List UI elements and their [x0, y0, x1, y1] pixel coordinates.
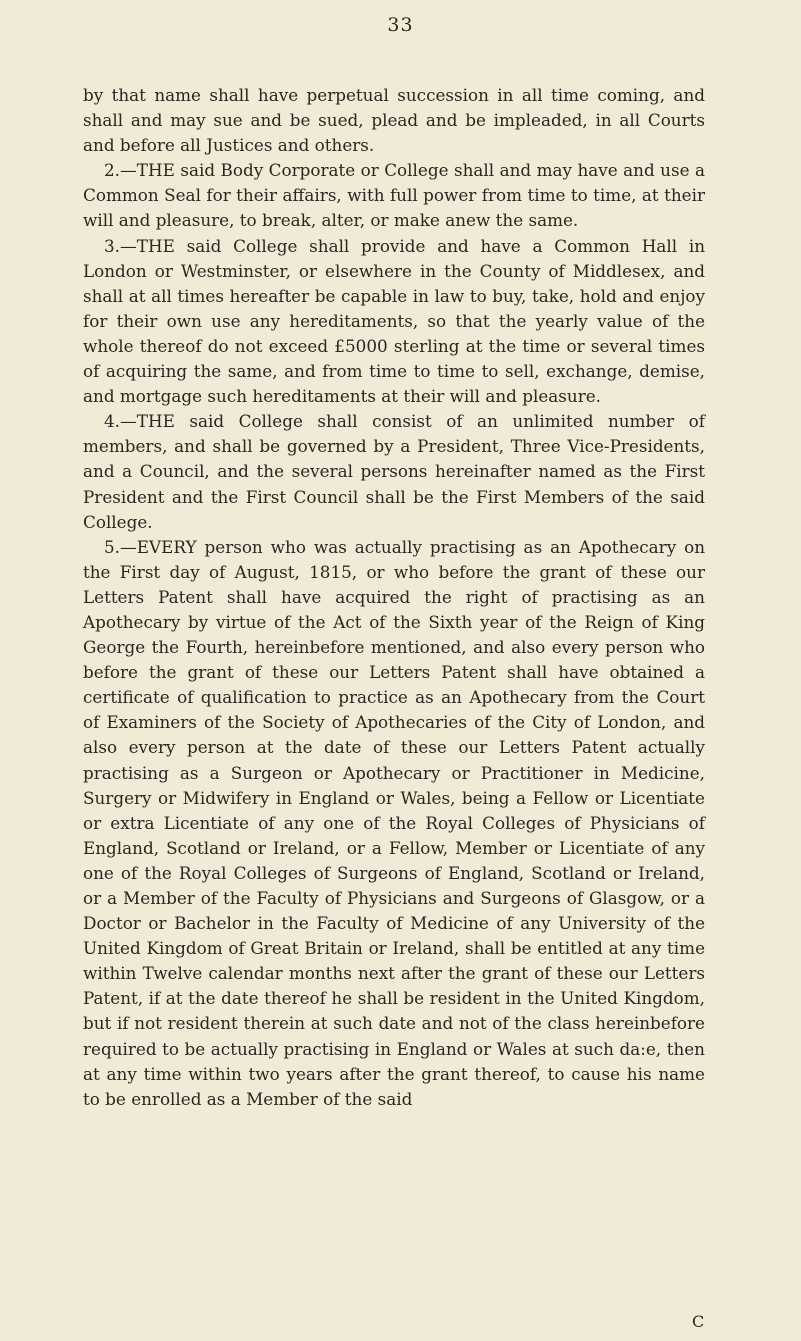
paragraph-continuation: by that name shall have perpetual succession in all time coming, and shall and may sue and be sued, plead and be impleaded, in all Courts and before all Justices and others. [83, 85, 705, 156]
page-number: 33 [387, 14, 414, 36]
signature-mark: C [692, 1312, 705, 1331]
paragraph-2-common-seal: 2.—THE said Body Corporate or College shall and may have and use a Common Seal for their affairs, with full power from time to time, at their will and pleasure, to break, alter, or make anew the same. [83, 160, 705, 231]
body-text [83, 83, 705, 1112]
paragraph-4-membership: 4.—THE said College shall consist of an unlimited number of members, and shall be governed by a President, Three Vice-Presidents, and a Council, and the several persons hereinafter named as the First President and the First Council shall be the First Members of the said College. [83, 411, 705, 532]
paragraph-3-common-hall: 3.—THE said College shall provide and have a Common Hall in London or Westminster, or elsewhere in the County of Middlesex, and shall at all times hereafter be capable in law to buy, take, hold and enjoy for their own use any hereditaments, so that the yearly value of the whole thereof do not exceed £5000 sterling at the time or several times of acquiring the same, and from time to time to sell, exchange, demise, and mortgage such hereditaments at their will and pleasure. [83, 235, 705, 407]
paragraph-5-enrolment: 5.—EVERY person who was actually practising as an Apothecary on the First day of August, 1815, or who before the grant of these our Letters Patent shall have acquired the right of practising as an Apothecary by virtue of the Act of the Sixth year of the Reign of King George the Fourth, hereinbefore mentioned, and also every person who before the grant of these our Letters Patent shall have obtained a certificate of qualification to practice as an Apothecary from the Court of Examiners of the Society of Apothecaries of the City of London, and also every person at the date of these our Letters Patent actually practising as a Surgeon or Apothecary or Practitioner in Medicine, Surgery or Midwifery in England or Wales, being a Fellow or Licentiate or extra Licentiate of any one of the Royal Colleges of Physicians of England, Scotland or Ireland, or a Fellow, Member or Licentiate of any one of the Royal Colleges of Surgeons of England, Scotland or Ireland, or a Member of the Faculty of Physicians and Surgeons of Glasgow, or a Doctor or Bachelor in the Faculty of Medicine of any University of the United Kingdom of Great Britain or Ireland, shall be entitled at any time within Twelve calendar months next after the grant of these our Letters Patent, if at the date thereof he shall be resident in the United Kingdom, but if not resident therein at such date and not of the class hereinbefore required to be actually practising in England or Wales at such da:e, then at any time within two years after the grant thereof, to cause his name to be enrolled as a Member of the said [83, 536, 705, 1109]
